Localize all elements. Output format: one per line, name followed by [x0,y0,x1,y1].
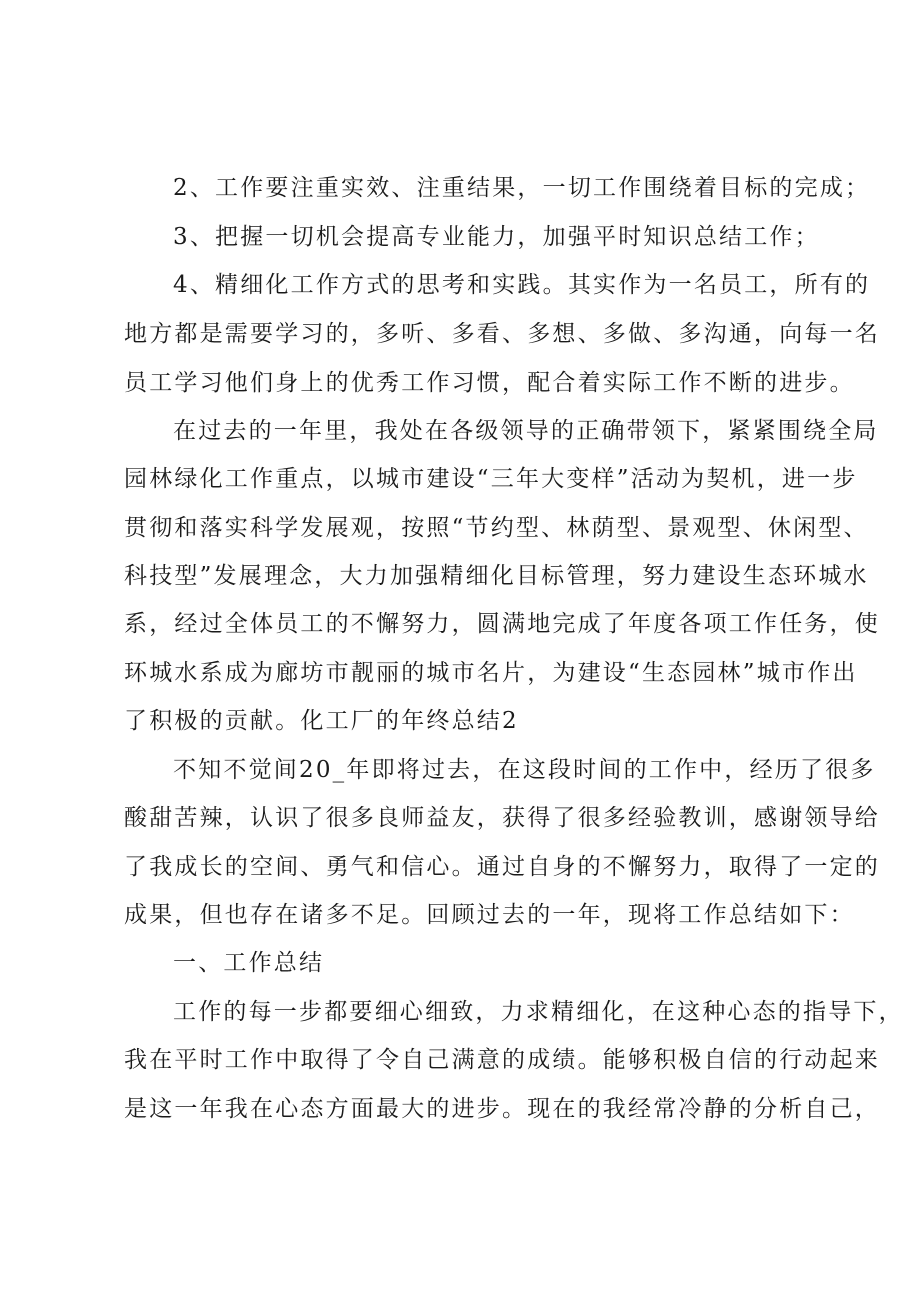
section-heading: 一、工作总结 [173,950,325,976]
text-line: 工作的每一步都要细心细致，力求精细化，在这种心态的指导下， [173,999,904,1025]
text-line: 地方都是需要学习的，多听、多看、多想、多做、多沟通，向每一名 [124,321,880,347]
text-line: 环城水系成为廊坊市靓丽的城市名片，为建设“生态园林”城市作出 [124,660,858,686]
text-line: 2、工作要注重实效、注重结果，一切工作围绕着目标的完成； [173,175,871,201]
text-line: 科技型”发展理念，大力加强精细化目标管理，努力建设生态环城水 [124,563,869,589]
text-line: 系，经过全体员工的不懈努力，圆满地完成了年度各项工作任务，使 [124,611,880,637]
text-line: 我在平时工作中取得了令自己满意的成绩。能够积极自信的行动起来 [124,1047,880,1073]
text-line: 了我成长的空间、勇气和信心。通过自身的不懈努力，取得了一定的 [124,854,880,880]
text-line: 不知不觉间20_年即将过去，在这段时间的工作中，经历了很多 [173,757,876,783]
text-line: 酸甜苦辣，认识了很多良师益友，获得了很多经验教训，感谢领导给 [124,805,880,831]
text-line: 4、精细化工作方式的思考和实践。其实作为一名员工，所有的 [173,272,871,298]
text-line: 3、把握一切机会提高专业能力，加强平时知识总结工作； [173,224,820,250]
text-line: 了积极的贡献。化工厂的年终总结2 [124,708,519,734]
text-line: 园林绿化工作重点，以城市建设“三年大变样”活动为契机，进一步 [124,466,858,492]
text-line: 成果，但也存在诸多不足。回顾过去的一年，现将工作总结如下： [124,902,855,928]
text-line: 在过去的一年里，我处在各级领导的正确带领下，紧紧围绕全局 [173,418,879,444]
text-line: 员工学习他们身上的优秀工作习惯，配合着实际工作不断的进步。 [124,370,855,396]
text-line: 是这一年我在心态方面最大的进步。现在的我经常冷静的分析自己， [124,1096,880,1122]
text-line: 贯彻和落实科学发展观，按照“节约型、林荫型、景观型、休闲型、 [124,515,869,541]
